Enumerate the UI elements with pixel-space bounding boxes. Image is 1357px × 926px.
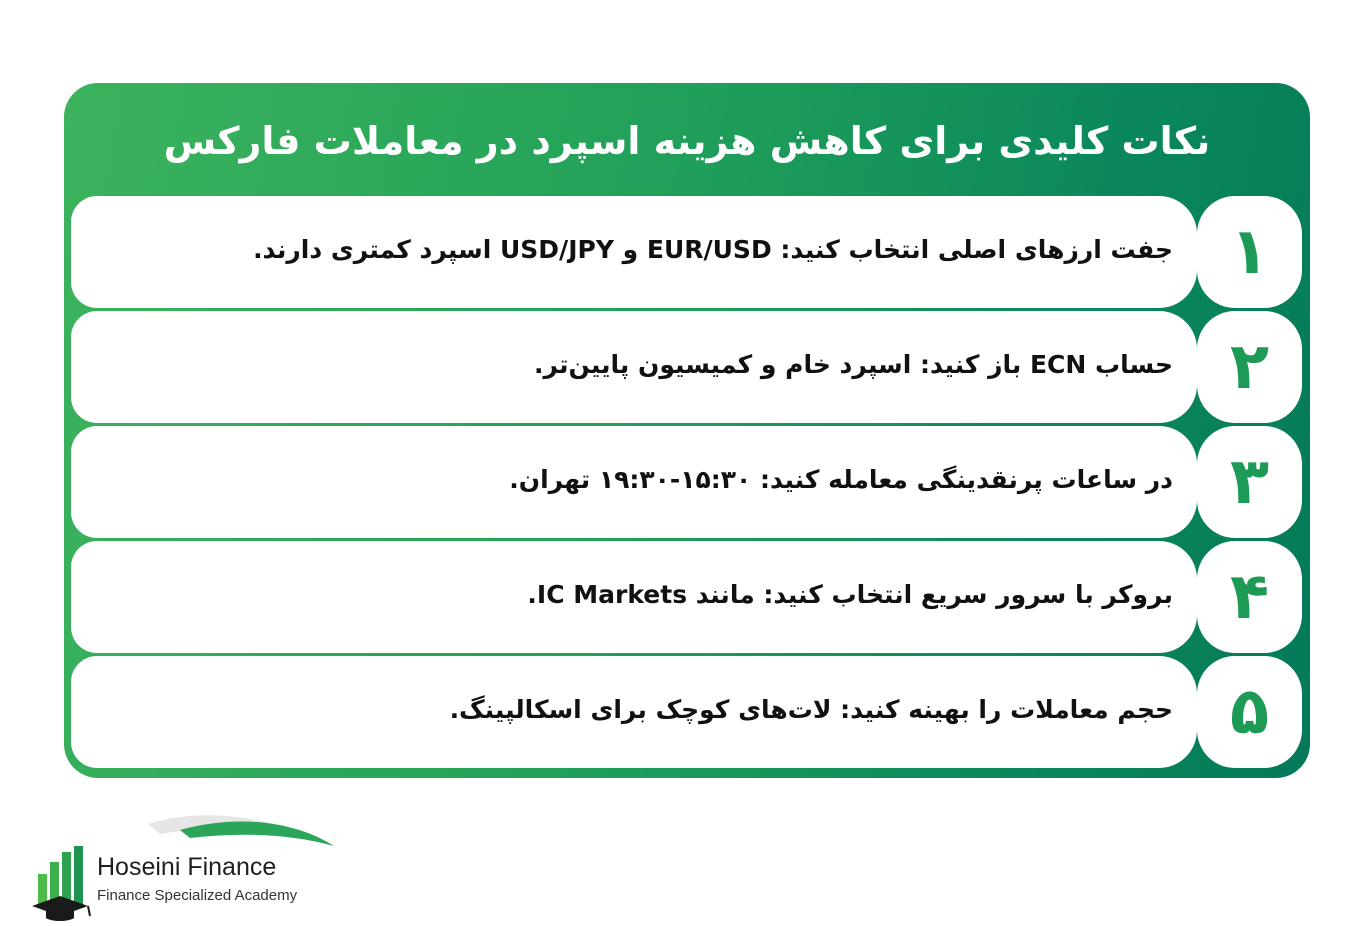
tip-text-box [71, 196, 1197, 308]
tip-text: حجم معاملات را بهینه کنید: لات‌های کوچک برای اسکالپینگ. [449, 695, 1173, 724]
tip-row-2 [71, 311, 1302, 423]
tips-card [64, 83, 1310, 778]
tip-number: ۳ [1229, 445, 1270, 519]
brand-name: Hoseini Finance [97, 853, 277, 881]
tip-text-box [71, 311, 1197, 423]
tip-number-box [1197, 196, 1302, 308]
tip-row-3 [71, 426, 1302, 538]
tip-number: ۱ [1229, 215, 1270, 289]
brand-tagline: Finance Specialized Academy [97, 887, 298, 904]
tip-row-1 [71, 196, 1302, 308]
card-title: نکات کلیدی برای کاهش هزینه اسپرد در معاملات فارکس [163, 119, 1211, 163]
tip-row-5 [71, 656, 1302, 768]
tip-number-box [1197, 426, 1302, 538]
tip-text-box [71, 426, 1197, 538]
tip-number: ۴ [1229, 560, 1270, 634]
tip-text: بروکر با سرور سریع انتخاب کنید: مانند IC Markets. [527, 580, 1173, 609]
tip-number: ۲ [1229, 330, 1270, 404]
tip-number-box [1197, 541, 1302, 653]
tip-text-box [71, 656, 1197, 768]
tip-number-box [1197, 656, 1302, 768]
tip-text-box [71, 541, 1197, 653]
tip-text: جفت ارزهای اصلی انتخاب کنید: EUR/USD و USD/JPY اسپرد کمتری دارند. [253, 235, 1173, 264]
tip-text: حساب ECN باز کنید: اسپرد خام و کمیسیون پایین‌تر. [534, 350, 1173, 379]
tip-row-4 [71, 541, 1302, 653]
tip-number: ۵ [1229, 675, 1270, 749]
tip-text: در ساعات پرنقدینگی معامله کنید: ۱۵:۳۰-۱۹:۳۰ تهران. [509, 465, 1173, 494]
tip-number-box [1197, 311, 1302, 423]
